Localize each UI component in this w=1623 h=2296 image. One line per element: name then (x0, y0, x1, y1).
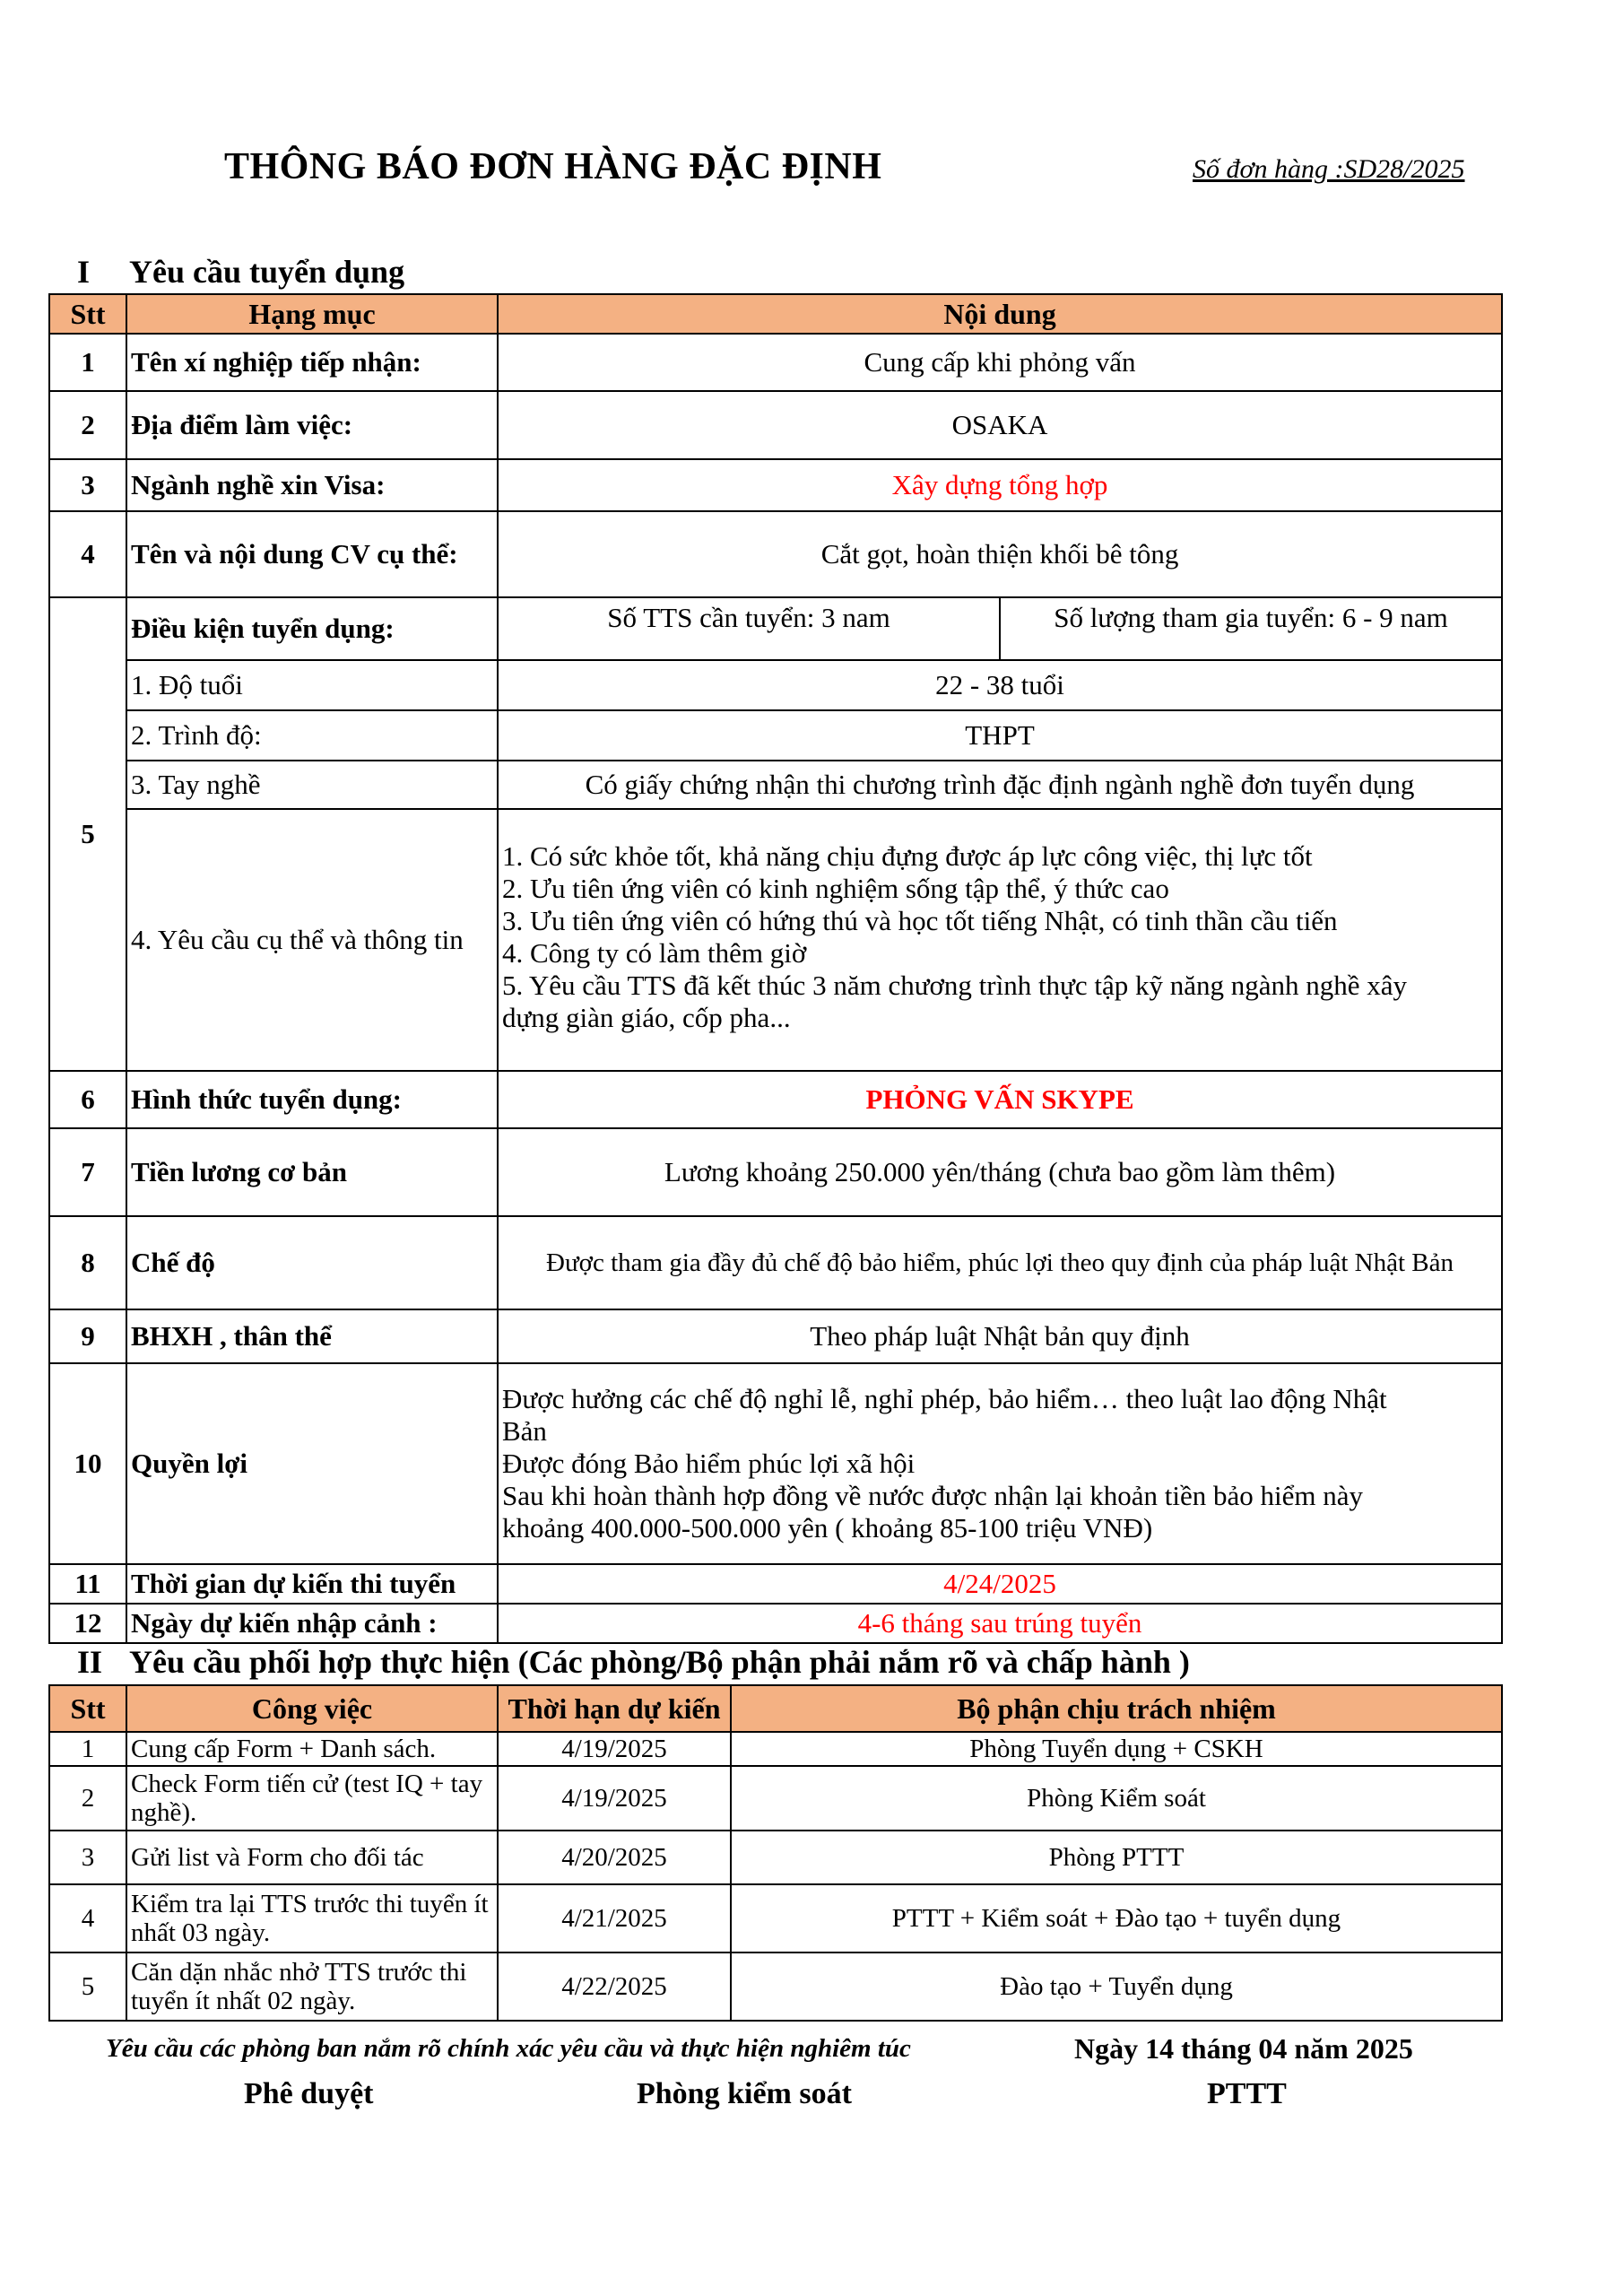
row-stt: 3 (49, 1831, 126, 1884)
row-item: Ngành nghề xin Visa: (126, 459, 498, 511)
row-stt: 9 (49, 1309, 126, 1363)
row-stt: 5 (49, 1952, 126, 2021)
row-deadline: 4/20/2025 (498, 1831, 731, 1884)
table-row (49, 1071, 1502, 1128)
row-dept: Phòng PTTT (731, 1831, 1502, 1884)
row-item: Tên xí nghiệp tiếp nhận: (126, 334, 498, 391)
row-item: Địa điểm làm việc: (126, 391, 498, 459)
row-item: Tên và nội dung CV cụ thể: (126, 511, 498, 597)
col-deadline: Thời hạn dự kiến (498, 1685, 731, 1732)
row-stt: 4 (49, 511, 126, 597)
row-dept: Đào tạo + Tuyển dụng (731, 1952, 1502, 2021)
col-stt: Stt (49, 294, 126, 334)
table-row (49, 1952, 1502, 2021)
document-title: THÔNG BÁO ĐƠN HÀNG ĐẶC ĐỊNH (224, 146, 882, 187)
edu-label: 2. Trình độ: (126, 710, 498, 761)
table-row (49, 1831, 1502, 1884)
edu-value: THPT (498, 710, 1502, 761)
participants: Số lượng tham gia tuyển: 6 - 9 nam (1000, 597, 1502, 660)
row-stt: 6 (49, 1071, 126, 1128)
row-task: Kiểm tra lại TTS trước thi tuyển ít nhất 03 ngày. (126, 1884, 498, 1952)
row-stt: 3 (49, 459, 126, 511)
order-number: Số đơn hàng :SD28/2025 (1193, 154, 1465, 184)
row-stt: 11 (49, 1564, 126, 1604)
tts-needed: Số TTS cần tuyển: 3 nam (498, 597, 1000, 660)
table-row (49, 1309, 1502, 1363)
row-content: Cắt gọt, hoàn thiện khối bê tông (498, 511, 1502, 597)
req-label: 4. Yêu cầu cụ thể và thông tin (126, 809, 498, 1071)
row-item: BHXH , thân thể (126, 1309, 498, 1363)
section2-number: II (77, 1644, 103, 1680)
age-value: 22 - 38 tuổi (498, 660, 1502, 710)
signature-control-dept: Phòng kiểm soát (637, 2077, 852, 2110)
section2-title: Yêu cầu phối hợp thực hiện (Các phòng/Bộ phận phải nắm rõ và chấp hành ) (129, 1644, 1190, 1680)
table-row (49, 1732, 1502, 1766)
col-item: Hạng mục (126, 294, 498, 334)
list-item: Được đóng Bảo hiểm phúc lợi xã hội (502, 1448, 916, 1479)
row-item: Chế độ (126, 1216, 498, 1309)
table-row (49, 761, 1502, 809)
col-dept: Bộ phận chịu trách nhiệm (731, 1685, 1502, 1732)
recruitment-table (48, 293, 1503, 1644)
row-item: Tiền lương cơ bản (126, 1128, 498, 1216)
table-header-row (49, 294, 1502, 334)
row-content: 4/24/2025 (498, 1564, 1502, 1604)
age-label: 1. Độ tuổi (126, 660, 498, 710)
footer-date: Ngày 14 tháng 04 năm 2025 (1074, 2032, 1413, 2065)
list-item: Bản (502, 1415, 547, 1447)
row-item: Điều kiện tuyển dụng: (126, 597, 498, 660)
section1-title: Yêu cầu tuyển dụng (129, 254, 405, 290)
row-item: Hình thức tuyển dụng: (126, 1071, 498, 1128)
table-row (49, 710, 1502, 761)
row-content: Được tham gia đầy đủ chế độ bảo hiểm, phúc lợi theo quy định của pháp luật Nhật Bản (498, 1216, 1502, 1309)
row-deadline: 4/21/2025 (498, 1884, 731, 1952)
row-stt: 5 (49, 597, 126, 1071)
row-content: Xây dựng tổng hợp (498, 459, 1502, 511)
row-stt: 1 (49, 1732, 126, 1766)
signature-pttt: PTTT (1207, 2077, 1287, 2110)
table-row (49, 391, 1502, 459)
table-row (49, 334, 1502, 391)
list-item: 1. Có sức khỏe tốt, khả năng chịu đựng được áp lực công việc, thị lực tốt (502, 840, 1313, 872)
row-stt: 1 (49, 334, 126, 391)
table-row (49, 660, 1502, 710)
list-item: 3. Ưu tiên ứng viên có hứng thú và học tốt tiếng Nhật, có tinh thần cầu tiến (502, 905, 1338, 936)
coordination-table (48, 1684, 1503, 2022)
table-row (49, 1604, 1502, 1643)
row-stt: 2 (49, 391, 126, 459)
col-stt: Stt (49, 1685, 126, 1732)
row-deadline: 4/19/2025 (498, 1766, 731, 1831)
list-item: khoảng 400.000-500.000 yên ( khoảng 85-100 triệu VNĐ) (502, 1512, 1153, 1544)
row-item: Ngày dự kiến nhập cảnh : (126, 1604, 498, 1643)
table-row (49, 1766, 1502, 1831)
req-list (498, 809, 1502, 1071)
row-stt: 8 (49, 1216, 126, 1309)
row-content: PHỎNG VẤN SKYPE (498, 1071, 1502, 1128)
list-item: 2. Ưu tiên ứng viên có kinh nghiệm sống tập thể, ý thức cao (502, 873, 1169, 904)
benefits-list (498, 1363, 1502, 1564)
row-task: Cung cấp Form + Danh sách. (126, 1732, 498, 1766)
table-row (49, 1128, 1502, 1216)
footer-note: Yêu cầu các phòng ban nắm rõ chính xác yêu cầu và thực hiện nghiêm túc (106, 2034, 911, 2063)
table-row (49, 597, 1502, 660)
row-task: Căn dặn nhắc nhở TTS trước thi tuyển ít nhất 02 ngày. (126, 1952, 498, 2021)
section1-number: I (77, 254, 91, 290)
row-stt: 4 (49, 1884, 126, 1952)
row-dept: Phòng Tuyển dụng + CSKH (731, 1732, 1502, 1766)
table-row (49, 809, 1502, 1071)
list-item: Được hưởng các chế độ nghỉ lễ, nghỉ phép, bảo hiểm… theo luật lao động Nhật (502, 1383, 1387, 1414)
row-dept: PTTT + Kiểm soát + Đào tạo + tuyển dụng (731, 1884, 1502, 1952)
row-deadline: 4/22/2025 (498, 1952, 731, 2021)
table-header-row (49, 1685, 1502, 1732)
row-content: OSAKA (498, 391, 1502, 459)
row-deadline: 4/19/2025 (498, 1732, 731, 1766)
table-row (49, 1564, 1502, 1604)
table-row (49, 1216, 1502, 1309)
list-item: 5. Yêu cầu TTS đã kết thúc 3 năm chương trình thực tập kỹ năng ngành nghề xây (502, 970, 1408, 1001)
signature-approval: Phê duyệt (244, 2077, 374, 2110)
table-row (49, 511, 1502, 597)
row-stt: 12 (49, 1604, 126, 1643)
list-item: Sau khi hoàn thành hợp đồng về nước được nhận lại khoản tiền bảo hiểm này (502, 1480, 1364, 1511)
row-content: Theo pháp luật Nhật bản quy định (498, 1309, 1502, 1363)
table-row (49, 1363, 1502, 1564)
row-stt: 2 (49, 1766, 126, 1831)
col-content: Nội dung (498, 294, 1502, 334)
skill-value: Có giấy chứng nhận thi chương trình đặc định ngành nghề đơn tuyển dụng (498, 761, 1502, 809)
list-item: 4. Công ty có làm thêm giờ (502, 937, 807, 969)
row-item: Quyền lợi (126, 1363, 498, 1564)
table-row (49, 1884, 1502, 1952)
table-row (49, 459, 1502, 511)
skill-label: 3. Tay nghề (126, 761, 498, 809)
row-content: Lương khoảng 250.000 yên/tháng (chưa bao gồm làm thêm) (498, 1128, 1502, 1216)
col-task: Công việc (126, 1685, 498, 1732)
row-stt: 7 (49, 1128, 126, 1216)
row-dept: Phòng Kiểm soát (731, 1766, 1502, 1831)
row-content: 4-6 tháng sau trúng tuyển (498, 1604, 1502, 1643)
row-item: Thời gian dự kiến thi tuyển (126, 1564, 498, 1604)
row-task: Gửi list và Form cho đối tác (126, 1831, 498, 1884)
row-task: Check Form tiến cử (test IQ + tay nghề). (126, 1766, 498, 1831)
row-stt: 10 (49, 1363, 126, 1564)
row-content: Cung cấp khi phỏng vấn (498, 334, 1502, 391)
list-item: dựng giàn giáo, cốp pha... (502, 1002, 791, 1033)
